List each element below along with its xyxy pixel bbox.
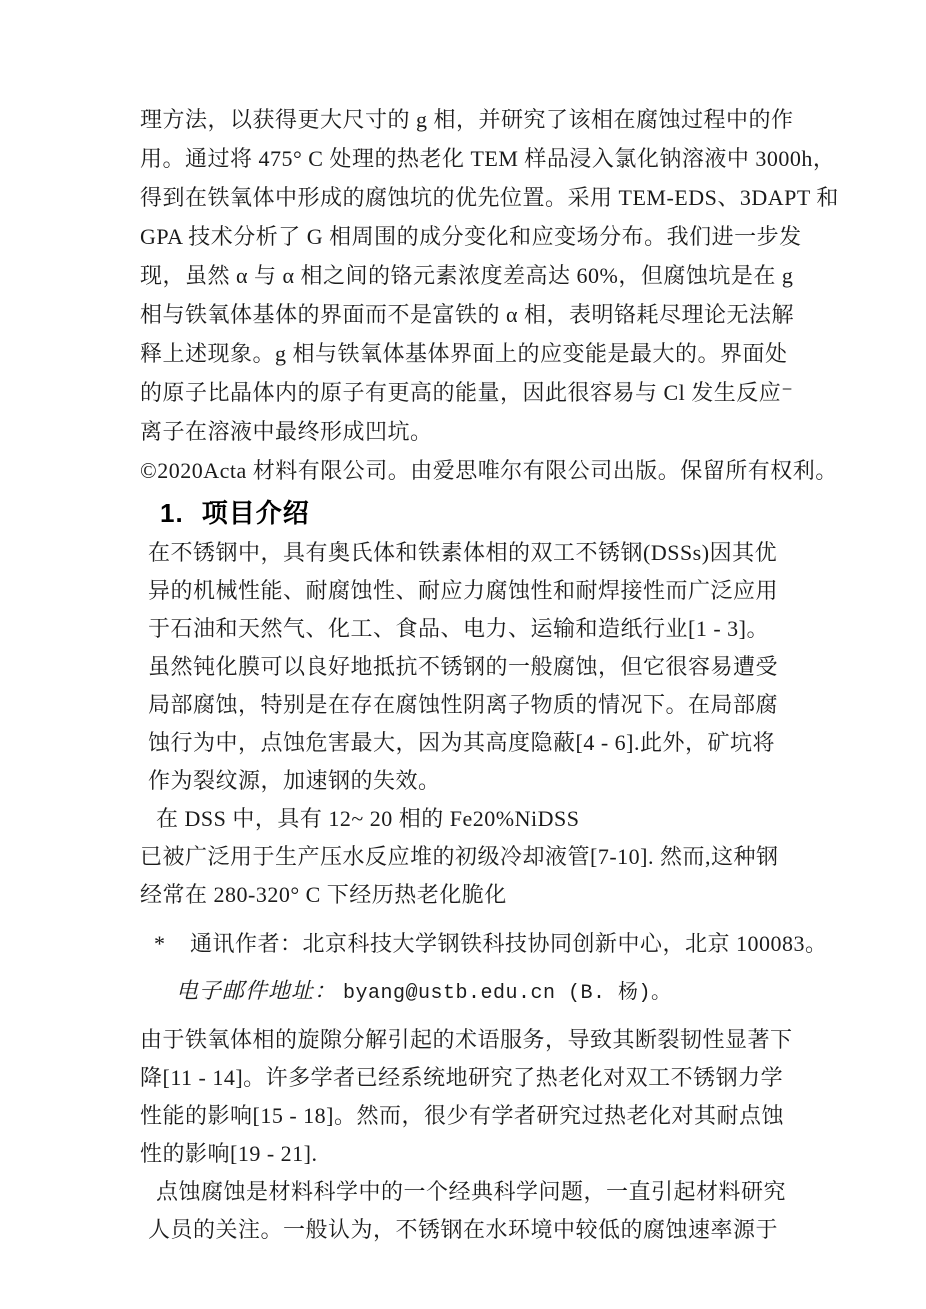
intro-paragraph-3 (140, 1021, 798, 1173)
corresponding-author-text: 通讯作者：北京科技大学钢铁科技协同创新中心，北京 100083。 (190, 931, 828, 956)
email-line (140, 967, 798, 1017)
text-line: 已被广泛用于生产压水反应堆的初级冷却液管[7-10]. 然而,这种钢 (140, 844, 779, 869)
text-line: 在 DSS 中，具有 12~ 20 相的 Fe20%NiDSS (156, 806, 580, 831)
text-line: 在不锈钢中，具有奥氏体和铁素体相的双工不锈钢(DSSs)因其优 (148, 540, 778, 565)
text-line: 经常在 280-320° C 下经历热老化脆化 (140, 882, 507, 907)
text-line: 人员的关注。一般认为，不锈钢在水环境中较低的腐蚀速率源于 (148, 1217, 779, 1242)
text-line: 用。通过将 475° C 处理的热老化 TEM 样品浸入氯化钠溶液中 3000h， (140, 146, 836, 171)
text-line: 点蚀腐蚀是材料科学中的一个经典科学问题，一直引起材料研究 (156, 1179, 787, 1204)
text-line: 性的影响[19 - 21]. (140, 1141, 318, 1166)
text-line: 现，虽然 α 与 α 相之间的铬元素浓度差高达 60%，但腐蚀坑是在 g (140, 263, 794, 288)
footnote-asterisk: * (154, 931, 166, 956)
intro-paragraph-1 (140, 534, 798, 800)
text-line: 作为裂纹源，加速钢的失效。 (148, 768, 441, 793)
text-line: 于石油和天然气、化工、食品、电力、运输和造纸行业[1 - 3]。 (148, 616, 769, 641)
footnote-block (140, 920, 828, 1017)
text-line: 释上述现象。g 相与铁氧体基体界面上的应变能是最大的。界面处 (140, 341, 788, 366)
text-line: 相与铁氧体基体的界面而不是富铁的 α 相，表明铬耗尽理论无法解 (140, 302, 795, 327)
text-line: 得到在铁氧体中形成的腐蚀坑的优先位置。采用 TEM-EDS、3DAPT 和 (140, 185, 839, 210)
text-line: 降[11 - 14]。许多学者已经系统地研究了热老化对双工不锈钢力学 (140, 1065, 784, 1090)
abstract-paragraph (140, 100, 839, 451)
text-line: 离子在溶液中最终形成凹坑。 (140, 419, 433, 444)
text-line: 的原子比晶体内的原子有更高的能量，因此很容易与 Cl 发生反应⁻ (140, 380, 794, 405)
section-number: 1. (160, 498, 184, 528)
section-heading (160, 494, 798, 532)
text-line: 蚀行为中，点蚀危害最大，因为其高度隐蔽[4 - 6].此外，矿坑将 (148, 730, 775, 755)
text-line: 虽然钝化膜可以良好地抵抗不锈钢的一般腐蚀，但它很容易遭受 (148, 654, 779, 679)
text-line: 异的机械性能、耐腐蚀性、耐应力腐蚀性和耐焊接性而广泛应用 (148, 578, 779, 603)
section-title: 项目介绍 (201, 498, 310, 528)
text-line: 理方法，以获得更大尺寸的 g 相，并研究了该相在腐蚀过程中的作 (140, 107, 794, 132)
email-label: 电子邮件地址： (176, 978, 338, 1003)
corresponding-author-line (140, 920, 828, 967)
intro-paragraph-4 (140, 1173, 798, 1249)
text-line: 性能的影响[15 - 18]。然而，很少有学者研究过热老化对其耐点蚀 (140, 1103, 784, 1128)
text-line: 局部腐蚀，特别是在存在腐蚀性阴离子物质的情况下。在局部腐 (148, 692, 779, 717)
text-line: 由于铁氧体相的旋隙分解引起的术语服务，导致其断裂韧性显著下 (140, 1027, 793, 1052)
email-address: byang@ustb.edu.cn (B. 杨)。 (343, 982, 672, 1005)
intro-paragraph-2 (140, 800, 798, 914)
copyright-line: ©2020Acta 材料有限公司。由爱思唯尔有限公司出版。保留所有权利。 (140, 458, 838, 483)
text-line: GPA 技术分析了 G 相周围的成分变化和应变场分布。我们进一步发 (140, 224, 802, 249)
